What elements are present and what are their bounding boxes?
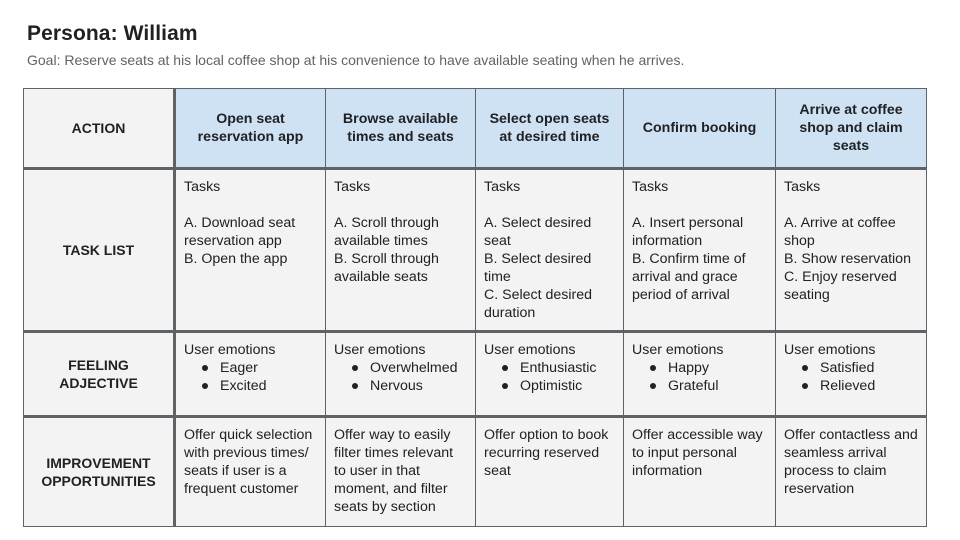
tasks-heading: Tasks bbox=[184, 179, 221, 195]
stage-header: Browse available times and seats bbox=[326, 89, 476, 169]
tasks-heading: Tasks bbox=[632, 179, 669, 195]
task-item: A. Insert personal information bbox=[632, 215, 744, 249]
emotion-item: Happy bbox=[649, 359, 767, 377]
improvement-cell bbox=[776, 417, 927, 527]
tasks-cell bbox=[776, 169, 927, 332]
action-row bbox=[24, 89, 927, 169]
emotions-heading: User emotions bbox=[334, 342, 426, 358]
improvement-cell bbox=[175, 417, 326, 527]
page-title: Persona: William bbox=[27, 22, 198, 45]
improvement-cell bbox=[326, 417, 476, 527]
task-item: C. Select desired duration bbox=[484, 287, 593, 321]
stage-header: Arrive at coffee shop and claim seats bbox=[776, 89, 927, 169]
task-item: A. Download seat reservation app bbox=[184, 215, 296, 249]
emotion-item: Satisfied bbox=[801, 359, 918, 377]
improvement-text: Offer contactless and seamless arrival process to claim reservation bbox=[784, 427, 918, 497]
row-label-line: ADJECTIVE bbox=[59, 375, 138, 391]
emotions-heading: User emotions bbox=[784, 342, 876, 358]
improvement-text: Offer accessible way to input personal information bbox=[632, 427, 763, 479]
tasks-cell bbox=[624, 169, 776, 332]
emotions-heading: User emotions bbox=[484, 342, 576, 358]
row-label-task-list: TASK LIST bbox=[24, 169, 175, 332]
improvement-text: Offer option to book recurring reserved seat bbox=[484, 427, 609, 479]
emotion-item: Eager bbox=[201, 359, 317, 377]
row-label-improvement bbox=[24, 417, 175, 527]
emotions-cell bbox=[175, 332, 326, 417]
emotion-item: Excited bbox=[201, 377, 317, 395]
task-item: B. Show reservation bbox=[784, 251, 911, 267]
task-item: C. Enjoy reserved seating bbox=[784, 269, 897, 303]
emotion-item: Grateful bbox=[649, 377, 767, 395]
feeling-adjective-row bbox=[24, 332, 927, 417]
task-item: A. Arrive at coffee shop bbox=[784, 215, 896, 249]
emotions-cell bbox=[776, 332, 927, 417]
improvement-row bbox=[24, 417, 927, 527]
emotion-item: Nervous bbox=[351, 377, 467, 395]
task-item: A. Scroll through available times bbox=[334, 215, 439, 249]
row-label-action: ACTION bbox=[24, 89, 175, 169]
task-item: A. Select desired seat bbox=[484, 215, 592, 249]
tasks-cell bbox=[476, 169, 624, 332]
task-item: B. Scroll through available seats bbox=[334, 251, 439, 285]
emotion-item: Enthusiastic bbox=[501, 359, 615, 377]
stage-header: Confirm booking bbox=[624, 89, 776, 169]
goal-text: Goal: Reserve seats at his local coffee shop at his convenience to have available seating when he arrives. bbox=[27, 52, 685, 68]
improvement-cell bbox=[624, 417, 776, 527]
improvement-text: Offer quick selection with previous times/ seats if user is a frequent customer bbox=[184, 427, 313, 497]
row-label-line: OPPORTUNITIES bbox=[41, 473, 156, 489]
task-list-row bbox=[24, 169, 927, 332]
emotion-item: Overwhelmed bbox=[351, 359, 467, 377]
row-label-line: FEELING bbox=[68, 357, 129, 373]
stage-header: Select open seats at desired time bbox=[476, 89, 624, 169]
row-label-line: IMPROVEMENT bbox=[46, 455, 151, 471]
improvement-cell bbox=[476, 417, 624, 527]
task-item: B. Open the app bbox=[184, 251, 288, 267]
tasks-heading: Tasks bbox=[784, 179, 821, 195]
emotions-cell bbox=[624, 332, 776, 417]
emotions-cell bbox=[476, 332, 624, 417]
tasks-heading: Tasks bbox=[484, 179, 521, 195]
row-label-feeling bbox=[24, 332, 175, 417]
tasks-cell bbox=[326, 169, 476, 332]
task-item: B. Select desired time bbox=[484, 251, 592, 285]
emotion-item: Optimistic bbox=[501, 377, 615, 395]
journey-map-table bbox=[23, 88, 927, 527]
task-item: B. Confirm time of arrival and grace period of arrival bbox=[632, 251, 746, 303]
emotions-heading: User emotions bbox=[184, 342, 276, 358]
tasks-heading: Tasks bbox=[334, 179, 371, 195]
improvement-text: Offer way to easily filter times relevant to user in that moment, and filter seats by section bbox=[334, 427, 454, 515]
emotions-heading: User emotions bbox=[632, 342, 724, 358]
tasks-cell bbox=[175, 169, 326, 332]
stage-header: Open seat reservation app bbox=[175, 89, 326, 169]
emotions-cell bbox=[326, 332, 476, 417]
emotion-item: Relieved bbox=[801, 377, 918, 395]
